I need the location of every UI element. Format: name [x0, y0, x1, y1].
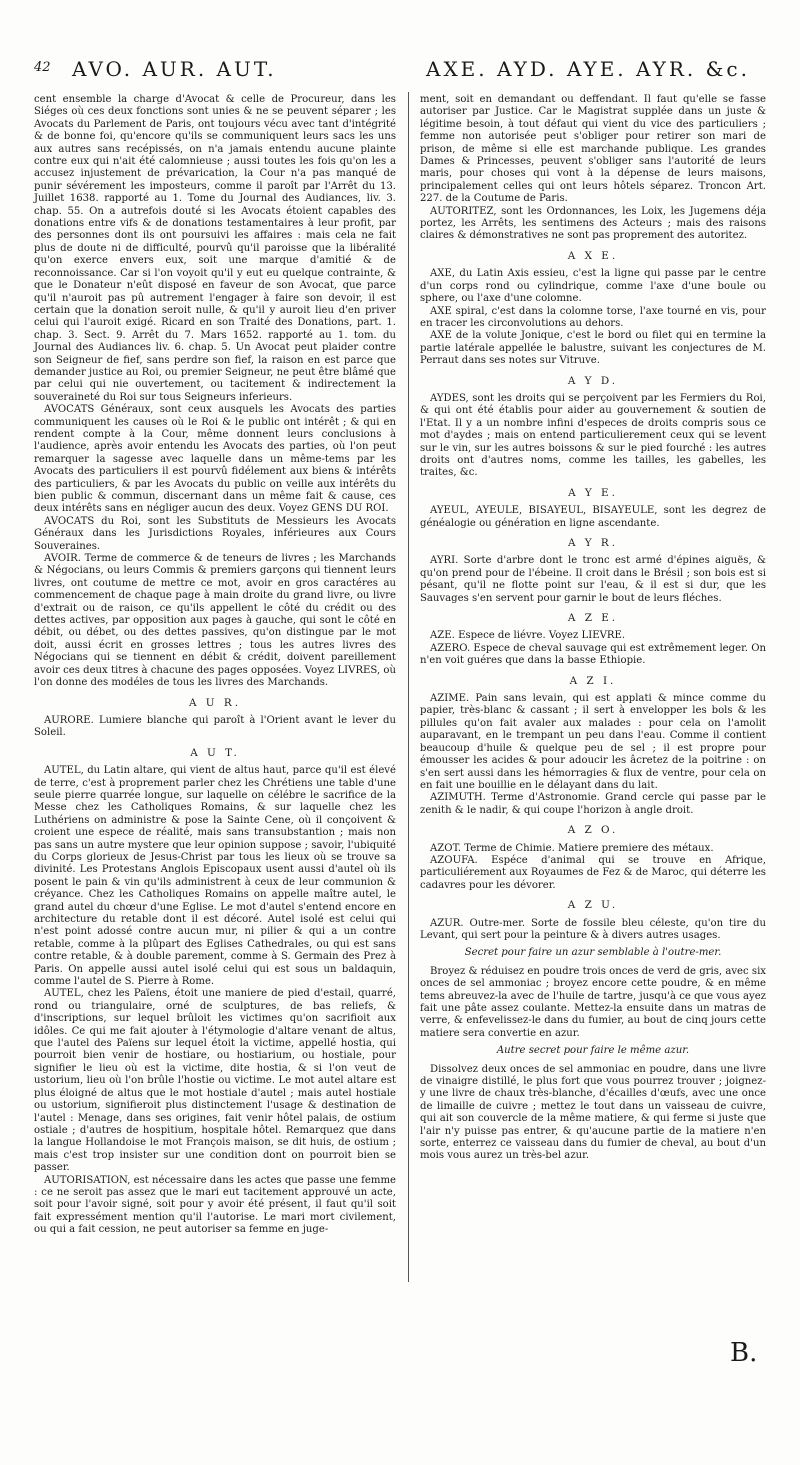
entry-paragraph: AVOCATS Généraux, sont ceux ausquels les Avocats des parties communiquent les causes où le Roi & le public ont intérêt ; & qui en rendent compte à la Cour, même donnent leurs conclusions à l'audience, après avoir entendu les Avocats des parties, où l'on peut remarquer la sagesse avec laquelle dans un même-tems par les Avocats des particuliers il est pourvû fidélement aux biens & intérêts des particuliers, & par les Avocats du public on veille aux intérêts du bien public & commun, discernant dans un même fait & cause, ces deux intérêts sans en négliger aucun des deux. Voyez GENS DU ROI. [34, 404, 396, 515]
section-heading: A Z I. [569, 674, 617, 687]
entry-paragraph: AYRI. Sorte d'arbre dont le tronc est armé d'épines aiguës, & qu'on prend pour de l'ébeine. Il croit dans le Brésil ; son bois est si pésant, qu'il ne flotte point sur l'eau, & il est si dur, que les Sauvages s'en servent pour garnir le bout de leurs fléches. [420, 555, 766, 604]
entry-paragraph: AUTEL, du Latin altare, qui vient de altus haut, parce qu'il est élevé de terre, c'est à proprement parler chez les Chrétiens une table d'une seule pierre quarrée longue, sur laquelle on célébre le sacrifice de la Messe chez les Catholiques Romains, & sur laquelle chez les Luthériens on administre & pose la Sainte Cene, où il conçoivent & croient une espece de réalité, mais sans transubstantion ; mais non pas sans un autre mystere que leur opinion suppose ; savoir, l'ubiquité du Corps glorieux de Jesus-Christ par tous les lieux où se trouve sa divinité. Les Protestans Anglois Episcopaux usent aussi d'autel où ils posent le pain & vin qu'ils administrent à ceux de leur communion & créyance. Chez les Catholiques Romains on appelle maître autel, le grand autel du chœur d'une Eglise. Le mot d'autel s'entend encore en architecture du retable dont il est décoré. Autel isolé est celui qui n'est point adossé contre aucun mur, ni pilier & qui a un contre retable, comme à la plûpart des Eglises Cathedrales, ou qui est sans contre retable, & à double parement, comme à S. Germain des Prez à Paris. On appelle aussi autel isolé celui qui est sous un baldaquin, comme l'autel de S. Pierre à Rome. [34, 765, 396, 988]
running-head-left: AVO. AUR. AUT. [72, 57, 277, 81]
entry-paragraph: AURORE. Lumiere blanche qui paroît à l'Orient avant le lever du Soleil. [34, 714, 396, 739]
entry-paragraph: AZIME. Pain sans levain, qui est applati & mince comme du papier, très-blanc & cassant ; il sert à envelopper les bols & les pillules qu'on fait avaler aux malades : pour cela on l'amolit auparavant, en le trempant un peu dans l'eau. Comme il contient beaucoup d'huile & quelque peu de sel ; il est propre pour émousser les acides & pour adoucir les âcretez de la poitrine : on s'en sert aussi dans les hémorragies & flux de ventre, pour cela on en fait une bouillie en le délayant dans du lait. [420, 693, 766, 791]
entry-paragraph: AUTEL, chez les Païens, étoit une maniere de pied d'estail, quarré, rond ou triangulaire, orné de sculptures, de bas reliefs, & d'inscriptions, sur lequel brûloit les victimes qu'on sacrifioit aux idôles. Ce qui me fait ajouter à l'étymologie d'altare venant de altus, que l'autel des Païens sur lequel étoit la victime, appellé hostia, qui pourroit bien venir de hostiare, ou hostiarium, ou hostiale, pour signifier le lieu où est la victime, dite hostia, & si l'on veut de ustorium, lieu où l'on brûle l'hostie ou victime. Le mot autel altare est plus éloigné de altus que le mot hostiale d'autel ; mais autel hostiale ou ustorium, signifieroit plus distinctement l'usage & destination de l'autel : Menage, dans ses origines, fait venir hôtel palais, de ostium ostiale ; d'autres de hospitium, hospitale hôtel. Remarquez que dans la langue Hollandoise le mot François maison, se dit huis, de ostium ; mais c'est trop insister sur une condition dont on pourroit bien se passer. [34, 988, 396, 1174]
page-number: 42 [34, 60, 51, 75]
entry-paragraph: AXE, du Latin Axis essieu, c'est la ligne qui passe par le centre d'un corps rond ou cylindrique, comme l'axe d'une boule ou sphere, ou l'axe d'une colomne. [420, 268, 766, 305]
entry-paragraph: AVOIR. Terme de commerce & de teneurs de livres ; les Marchands & Négocians, ou leurs Commis & premiers garçons qui tiennent leurs livres, ont coutume de mettre ce mot, avoir en gros caractéres au commencement de chaque page à main droite du grand livre, ou livre d'extrait ou de raison, ce qu'ils appellent le côté du crédit ou des dettes actives, par opposition aux pages à gauche, qui sont le côté en débit, ou débet, ou des dettes passives, qu'on distingue par le mot doit, aussi écrit en grosses lettres ; tous les autres livres des Négocians qui se tiennent en débit & crédit, doivent pareillement avoir ces deux titres à chacune des pages opposées. Voyez LIVRES, où l'on donne des modéles de tous les livres des Marchands. [34, 553, 396, 689]
entry-paragraph: AVOCATS du Roi, sont les Substituts de Messieurs les Avocats Généraux dans les Jurisdictions Royales, inférieures aux Cours Souveraines. [34, 515, 396, 552]
section-heading: A Y R. [567, 537, 619, 549]
section-heading: A U R. [189, 696, 241, 709]
entry-paragraph: AZE. Espece de liévre. Voyez LIEVRE. [430, 630, 626, 642]
entry-paragraph: AZUR. Outre-mer. Sorte de fossile bleu céleste, qu'on tire du Levant, qui sert pour la peinture & à divers autres usages. [420, 917, 766, 941]
entry-paragraph: Broyez & réduisez en poudre trois onces de verd de gris, avec six onces de sel ammoniac ; broyez encore cette poudre, & en même tems abreuvez-la avec de l'huile de tartre, jusqu'à ce que vous ayez fait une pâte assez coulante. Mettez-la ensuite dans un matras de verre, & enfevelissez-le dans du fumier, au bout de cinq jours cette matiere sera convertie en azur. [420, 965, 766, 1039]
entry-paragraph: AXE spiral, c'est dans la colomne torse, l'axe tourné en vis, pour en tracer les circonvolutions au dehors. [420, 305, 766, 329]
right-column [420, 94, 766, 1163]
left-column [34, 94, 396, 1237]
section-heading: A Y D. [567, 374, 619, 387]
catchword: B. [730, 1338, 758, 1368]
entry-paragraph: AXE de la volute Jonique, c'est le bord ou filet qui en termine la partie latérale appellée le balustre, suivant les conjectures de M. Perraut dans ses notes sur Vitruve. [420, 330, 766, 367]
section-heading: A Y E. [568, 486, 618, 499]
entry-paragraph: AUTORISATION, est nécessaire dans les actes que passe une femme : ce ne seroit pas assez que le mari eut tacitement approuvé un acte, soit pour l'avoir signé, soit pour y avoir été présent, il faut qu'il soit fait expressément mention qu'il l'autorise. Le mari mort civilement, ou qui a fait cession, ne peut autoriser sa femme en juge- [34, 1174, 396, 1236]
section-heading: A U T. [190, 746, 240, 759]
entry-paragraph: ment, soit en demandant ou deffendant. Il faut qu'elle se fasse autoriser par Justice. Car le Magistrat supplée dans un juste & légitime besoin, à tout défaut qui vient du vice des particuliers ; femme non autorisée peut s'obliger pour retirer son mari de prison, de même si elle est marchande publique. Les grandes Dames & Princesses, peuvent s'obliger sans l'autorité de leurs maris, pour choses qui vont à la dépense de leurs maisons, principalement celles qui ont leurs hôtels séparez. Troncon Art. 227. de la Coutume de Paris. [420, 94, 766, 205]
section-heading: A Z E. [567, 612, 619, 625]
entry-paragraph: AZIMUTH. Terme d'Astronomie. Grand cercle qui passe par le zenith & le nadir, & qui coupe l'horizon à angle droit. [420, 792, 766, 816]
entry-paragraph: cent ensemble la charge d'Avocat & celle de Procureur, dans les Siéges où ces deux fonctions sont unies & ne se peuvent séparer ; les Avocats du Parlement de Paris, ont toujours vécu avec tant d'intégrité & de bonne foi, qu'encore qu'ils se communiquent leurs sacs les uns aux autres sans recépissés, on n'a jamais entendu aucune plainte contre eux qui n'ait été calomnieuse ; aussi toutes les fois qu'on les a accusez injustement de prévarication, la Cour n'a pas manqué de punir sévérement les imposteurs, comme il paroît par l'Arrêt du 13. Juillet 1638. rapporté au 1. Tome du Journal des Audiances, liv. 3. chap. 55. On a autrefois douté si les Avocats étoient capables des donations entre vifs & de donations testamentaires à leur profit, par des personnes dont ils ont poursuivi les affaires : mais cela ne fait plus de doute ni de difficulté, pourvû qu'il paroisse que la libéralité qu'on exerce envers eux, soit une marque d'amitié & de reconnoissance. Car si l'on voyoit qu'il y eut eu quelque contrainte, & que le Donateur n'eût disposé en faveur de son Avocat, que parce qu'il n'auroit pas pû autrement l'engager à faire son devoir, il est certain que la donation seroit nulle, & qu'il y auroit lieu d'en priver celui qui l'auroit exigé. Ricard en son Traité des Donations, part. 1. chap. 3. Sect. 9. Arrêt du 7. Mars 1652. rapporté au 1. tom. du Journal des Audiances liv. 6. chap. 5. Un Avocat peut plaider contre son Seigneur de fief, sans perdre son fief, la raison en est parce que demander justice au Roi, ou premier Seigneur, ne peut être blâmé que par celui qui nie ouvertement, ou tacitement & indirectement la souveraineté du Roi sur tous Seigneurs inferieurs. [34, 94, 396, 403]
section-heading: A X E. [567, 249, 619, 262]
recipe-subheading: Autre secret pour faire le même azur. [496, 1045, 690, 1057]
entry-paragraph: AZOUFA. Espéce d'animal qui se trouve en Afrique, particuliérement aux Royaumes de Fez & de Maroc, qui déterre les cadavres pour les dévorer. [420, 854, 766, 891]
section-heading: A Z U. [567, 899, 619, 912]
recipe-subheading: Secret pour faire un azur semblable à l'outre-mer. [464, 947, 722, 959]
section-heading: A Z O. [567, 824, 619, 837]
entry-paragraph: Dissolvez deux onces de sel ammoniac en poudre, dans une livre de vinaigre distillé, le plus fort que vous pourrez trouver ; joignez-y une livre de chaux très-blanche, d'écailles d'œufs, avec une once de limaille de cuivre ; mettez le tout dans un vaisseau de cuivre, qui ait son couvercle de la même matiere, & qui ferme si juste que l'air n'y puisse pas entrer, & qu'aucune partie de la matiere n'en sorte, enterrez ce vaisseau dans du fumier de cheval, au bout d'un mois vous aurez un très-bel azur. [420, 1063, 766, 1162]
entry-paragraph: AZERO. Espece de cheval sauvage qui est extrêmement leger. On n'en voit guéres que dans la basse Ethiopie. [420, 642, 766, 667]
column-divider [408, 92, 409, 1282]
entry-paragraph: AYDES, sont les droits qui se perçoivent par les Fermiers du Roi, & qui ont été établis pour aider au gouvernement & soutien de l'Etat. Il y a un nombre infini d'especes de droits compris sous ce mot d'aydes ; mais on entend particulierement ceux qui se levent sur le vin, sur les autres boissons & sur le pied fourché : les autres droits ont d'autres noms, comme les tailles, les gabelles, les traites, &c. [420, 392, 766, 479]
entry-paragraph: AUTORITEZ, sont les Ordonnances, les Loix, les Jugemens déja portez, les Arrêts, les sentimens des Acteurs ; mais des raisons claires & démonstratives ne sont pas proprement des autoritez. [420, 205, 766, 242]
running-head-right: AXE. AYD. AYE. AYR. &c. [426, 57, 750, 81]
entry-paragraph: AZOT. Terme de Chimie. Matiere premiere des métaux. [430, 842, 714, 854]
entry-paragraph: AYEUL, AYEULE, BISAYEUL, BISAYEULE, sont les degrez de généalogie ou génération en ligne ascendante. [420, 505, 766, 529]
